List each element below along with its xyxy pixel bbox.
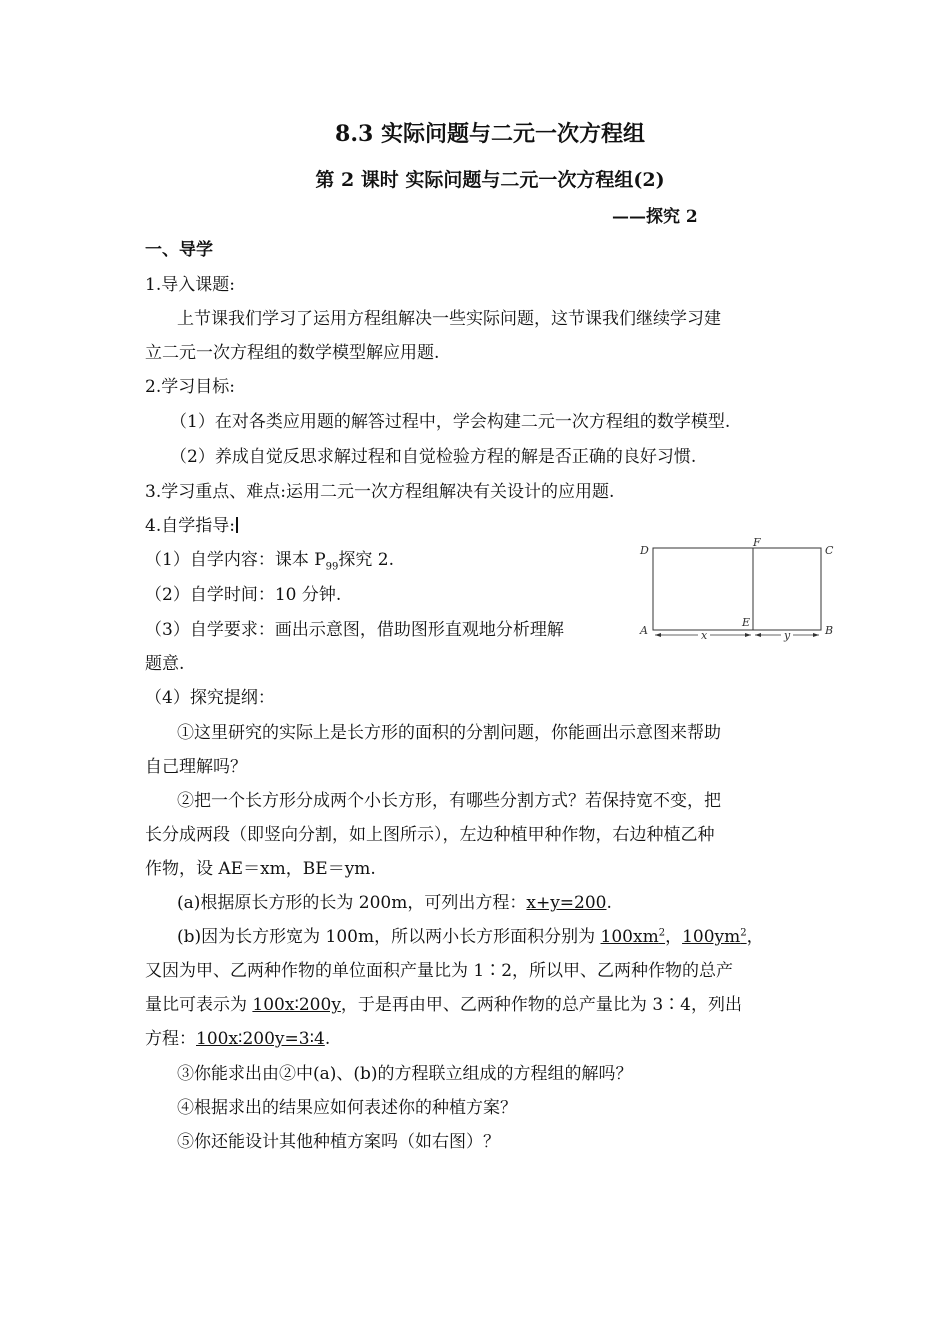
item4-content-post: 探究 2. bbox=[338, 550, 395, 570]
q4-text: ④根据求出的结果应如何表述你的种植方案？ bbox=[177, 1098, 517, 1118]
qb-line4-pre: 方程： bbox=[145, 1029, 196, 1049]
qb-answer2-text: 100ym bbox=[682, 927, 741, 947]
label-b: B bbox=[825, 624, 834, 637]
label-a: A bbox=[640, 624, 648, 637]
qb-line3-post: ，于是再由甲、乙两种作物的总产量比为 3∶4，列出 bbox=[340, 995, 742, 1015]
qb-line2: 又因为甲、乙两种作物的单位面积产量比为 1∶2，所以甲、乙两种作物的总产 bbox=[145, 961, 734, 981]
q2-line1: ②把一个长方形分成两个小长方形，有哪些分割方式？若保持宽不变，把 bbox=[177, 791, 721, 811]
qb-line1 bbox=[177, 925, 764, 949]
qb-line3 bbox=[145, 993, 742, 1017]
q2-line3: 作物，设 AE＝xm，BE＝ym. bbox=[145, 859, 376, 879]
qb-pre: (b)因为长方形宽为 100m，所以两小长方形面积分别为 bbox=[177, 927, 601, 947]
item4-content-pre: （1）自学内容：课本 P bbox=[145, 550, 326, 570]
q1-line1: ①这里研究的实际上是长方形的面积的分割问题，你能画出示意图来帮助 bbox=[177, 723, 721, 743]
qb-answer2-sup: 2 bbox=[740, 927, 747, 939]
qb-answer3: 100x∶200y bbox=[252, 995, 341, 1015]
item4-label bbox=[145, 514, 238, 538]
item4-req-line2: 题意. bbox=[145, 654, 185, 674]
item2-goal1: （1）在对各类应用题的解答过程中，学会构建二元一次方程组的数学模型. bbox=[170, 412, 731, 432]
q1-line2: 自己理解吗？ bbox=[145, 757, 247, 777]
item3-text: 3.学习重点、难点:运用二元一次方程组解决有关设计的应用题. bbox=[145, 482, 615, 502]
item4-req-line1: （3）自学要求：画出示意图，借助图形直观地分析理解 bbox=[145, 620, 564, 640]
dim-x-arrow-left bbox=[655, 633, 661, 637]
item4-content-sub: 99 bbox=[325, 561, 339, 573]
page-subtitle: 第 2 课时 实际问题与二元一次方程组(2) bbox=[315, 169, 665, 191]
qb-answer2 bbox=[682, 927, 747, 947]
qa-pre: (a)根据原长方形的长为 200m，可列出方程： bbox=[177, 893, 527, 913]
qb-answer4: 100x∶200y=3∶4 bbox=[196, 1029, 325, 1049]
label-x: x bbox=[701, 629, 708, 642]
item4-time: （2）自学时间：10 分钟. bbox=[145, 585, 342, 605]
dim-y-arrow-right bbox=[813, 633, 819, 637]
page-subsubtitle: ——探究 2 bbox=[612, 207, 698, 227]
q2-line2: 长分成两段（即竖向分割，如上图所示），左边种植甲种作物，右边种植乙种 bbox=[145, 825, 715, 845]
dim-y-arrow-left bbox=[755, 633, 761, 637]
qb-mid2: ， bbox=[746, 927, 764, 947]
rectangle-figure bbox=[636, 534, 842, 646]
item2-goal2: （2）养成自觉反思求解过程和自觉检验方程的解是否正确的良好习惯. bbox=[170, 447, 697, 467]
label-y: y bbox=[784, 629, 791, 642]
item4-label-text: 4.自学指导: bbox=[145, 516, 235, 536]
dim-x-arrow-right bbox=[745, 633, 751, 637]
item2-label: 2.学习目标: bbox=[145, 377, 235, 397]
qb-answer1-sup: 2 bbox=[658, 927, 666, 939]
qa-line bbox=[177, 891, 612, 915]
qa-answer: x+y=200 bbox=[526, 893, 607, 913]
qa-post: . bbox=[606, 893, 612, 913]
item4-outline: （4）探究提纲： bbox=[145, 688, 275, 708]
qb-answer1-text: 100xm bbox=[600, 927, 659, 947]
q3-text: ③你能求出由②中(a)、(b)的方程联立组成的方程组的解吗？ bbox=[177, 1064, 633, 1084]
label-e: E bbox=[742, 616, 751, 629]
label-c: C bbox=[825, 544, 834, 557]
item1-text-line2: 立二元一次方程组的数学模型解应用题. bbox=[145, 343, 440, 363]
text-cursor bbox=[236, 517, 238, 533]
qb-line4-post: . bbox=[324, 1029, 331, 1049]
qb-line4 bbox=[145, 1027, 330, 1051]
figure-rectangle bbox=[653, 548, 821, 630]
qb-mid: ， bbox=[665, 927, 683, 947]
item1-label: 1.导入课题: bbox=[145, 275, 235, 295]
qb-line3-pre: 量比可表示为 bbox=[145, 995, 253, 1015]
label-d: D bbox=[640, 544, 649, 557]
page-title: 8.3 实际问题与二元一次方程组 bbox=[335, 121, 645, 147]
section-heading: 一、导学 bbox=[145, 240, 213, 260]
q5-text: ⑤你还能设计其他种植方案吗（如右图）？ bbox=[177, 1132, 500, 1152]
qb-answer1 bbox=[601, 927, 666, 947]
item1-text-line1: 上节课我们学习了运用方程组解决一些实际问题，这节课我们继续学习建 bbox=[177, 309, 721, 329]
item4-content bbox=[145, 548, 394, 572]
label-f: F bbox=[753, 536, 761, 549]
